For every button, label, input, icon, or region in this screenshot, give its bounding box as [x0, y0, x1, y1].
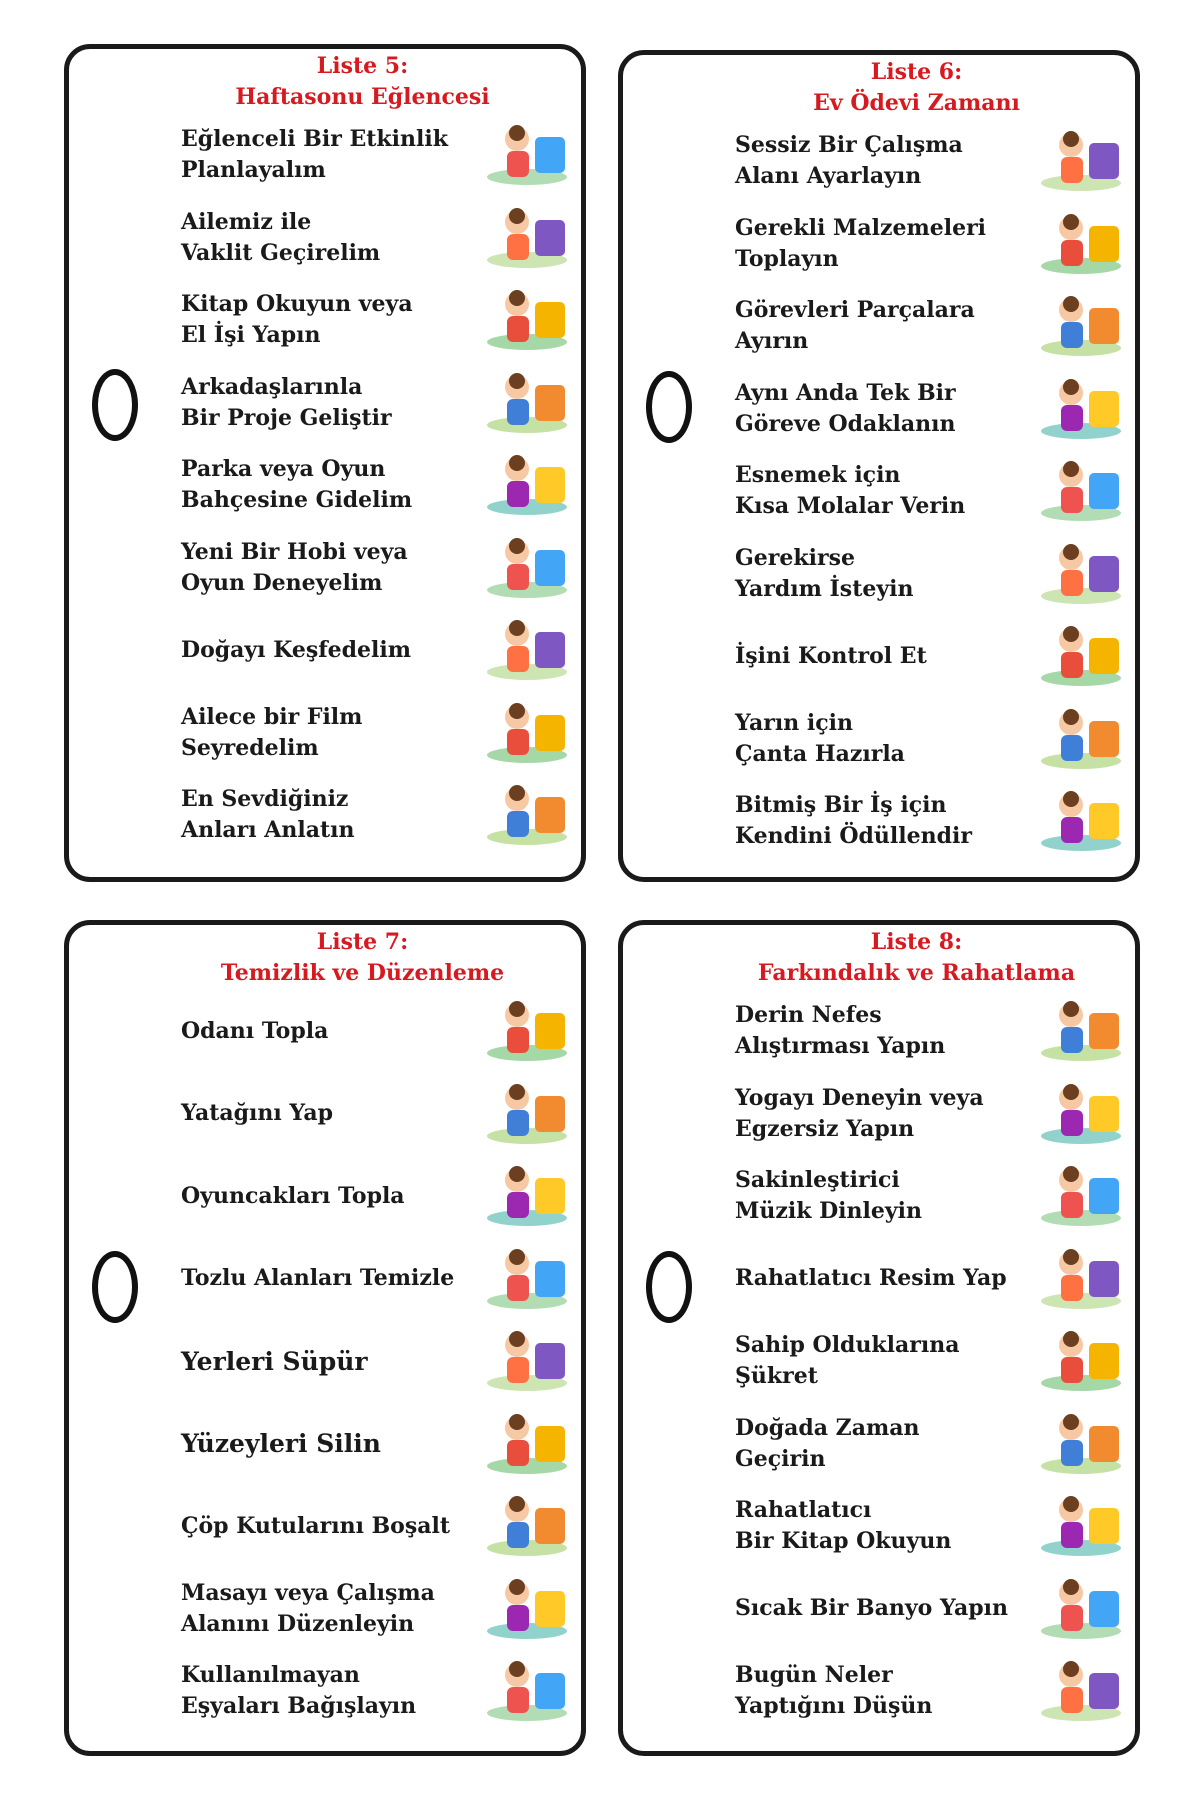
list-item-label: Görevleri Parçalara Ayırın: [735, 297, 975, 354]
list-item-label: Yarın için Çanta Hazırla: [735, 709, 905, 767]
list-item-label: Sakinleştirici Müzik Dinleyin: [735, 1167, 923, 1224]
list-item-label: Derin Nefes Alıştırması Yapın: [735, 1002, 946, 1059]
list-item: [735, 616, 1135, 696]
list-item-label: Çöp Kutularını Boşalt: [181, 1512, 451, 1539]
list-card-7: [64, 920, 586, 1756]
list-item-label: Eğlenceli Bir Etkinlik Planlayalım: [181, 126, 448, 183]
tidy-room-icon: [479, 993, 575, 1065]
park-icon: [479, 447, 575, 519]
list-item: [181, 198, 581, 278]
list-item-label: İşini Kontrol Et: [735, 642, 927, 669]
thinking-boy-icon: [1033, 1653, 1129, 1725]
list-item-label: Parka veya Oyun Bahçesine Gidelim: [181, 456, 413, 513]
binder-ring-hole: [92, 1251, 138, 1323]
list-card-8: [618, 920, 1140, 1756]
list-item: [735, 781, 1135, 861]
list-item: [181, 1156, 581, 1236]
list-item-label: Rahatlatıcı Bir Kitap Okuyun: [735, 1497, 952, 1554]
crafts-icon: [479, 282, 575, 354]
list-item-label: Tozlu Alanları Temizle: [181, 1265, 455, 1291]
list-item-label: Sıcak Bir Banyo Yapın: [735, 1595, 1008, 1621]
list-item-label: Yatağını Yap: [181, 1100, 334, 1126]
list-item-label: Aynı Anda Tek Bir Göreve Odaklanın: [735, 379, 956, 437]
list-item: [181, 1239, 581, 1319]
list-item-label: Bitmiş Bir İş için Kendini Ödüllendir: [735, 792, 972, 849]
donation-box-icon: [479, 1653, 575, 1725]
list-item-label: Odanı Topla: [181, 1017, 329, 1044]
stretching-boy-icon: [1033, 453, 1129, 525]
list-item: [181, 991, 581, 1071]
list-item-label: Sessiz Bir Çalışma Alanı Ayarlayın: [735, 132, 963, 189]
movie-night-icon: [479, 695, 575, 767]
vacuum-icon: [479, 1323, 575, 1395]
list-item-label: Gerekli Malzemeleri Toplayın: [735, 214, 987, 272]
list-item: [735, 991, 1135, 1071]
bath-icon: [1033, 1571, 1129, 1643]
school-supplies-icon: [1033, 206, 1129, 278]
list-item-label: Sahip Olduklarına Şükret: [735, 1332, 960, 1389]
list-item-label: Yerleri Süpür: [181, 1346, 368, 1376]
list-item-label: Arkadaşlarınla Bir Proje Geliştir: [181, 373, 392, 431]
list-item: [181, 1569, 581, 1649]
list-item-label: En Sevdiğiniz Anları Anlatın: [181, 786, 355, 843]
list-item: [735, 1074, 1135, 1154]
list-item-label: Ailece bir Film Seyredelim: [181, 703, 363, 761]
list-item: [735, 121, 1135, 201]
list-item-label: Yeni Bir Hobi veya Oyun Deneyelim: [181, 538, 408, 596]
breathing-girl-icon: [1033, 993, 1129, 1065]
reading-boy-icon: [1033, 1488, 1129, 1560]
desk-icon: [479, 1571, 575, 1643]
list-item-label: Yogayı Deneyin veya Egzersiz Yapın: [735, 1084, 984, 1142]
list-item: [735, 1321, 1135, 1401]
list-item: [181, 610, 581, 690]
study-desk-icon: [1033, 123, 1129, 195]
list-item: [181, 1486, 581, 1566]
list-item: [181, 528, 581, 608]
skateboard-boy-icon: [479, 530, 575, 602]
list-item-label: Doğada Zaman Geçirin: [735, 1414, 920, 1472]
card-title: Liste 8: Farkındalık ve Rahatlama: [757, 929, 1076, 986]
list-item: [735, 1239, 1135, 1319]
list-item: [735, 369, 1135, 449]
binder-ring-hole: [92, 369, 138, 441]
talking-girl-icon: [479, 777, 575, 849]
list-item-label: Ailemiz ile Vaklit Geçirelim: [181, 208, 381, 266]
list-item: [735, 204, 1135, 284]
list-item-label: Oyuncakları Topla: [181, 1182, 405, 1209]
list-item: [735, 1486, 1135, 1566]
dusting-icon: [479, 1241, 575, 1313]
list-item: [735, 1404, 1135, 1484]
list-item: [735, 699, 1135, 779]
puzzle-pieces-icon: [1033, 288, 1129, 360]
list-item-label: Kitap Okuyun veya El İşi Yapın: [181, 291, 413, 348]
list-item: [181, 280, 581, 360]
yoga-mat-icon: [1033, 1076, 1129, 1148]
list-item: [735, 1569, 1135, 1649]
trash-bin-icon: [479, 1488, 575, 1560]
headphones-girl-icon: [1033, 1158, 1129, 1230]
list-item: [181, 363, 581, 443]
list-item: [735, 451, 1135, 531]
list-item: [181, 115, 581, 195]
list-item: [735, 1156, 1135, 1236]
list-item: [735, 1651, 1135, 1731]
list-item-label: Gerekirse Yardım İsteyin: [735, 544, 914, 602]
list-item-label: Rahatlatıcı Resim Yap: [735, 1265, 1007, 1291]
family-sofa-icon: [479, 200, 575, 272]
bed-icon: [479, 1076, 575, 1148]
list-item: [181, 1404, 581, 1484]
list-item: [181, 1651, 581, 1731]
camping-icon: [1033, 1406, 1129, 1478]
paint-palette-icon: [1033, 1241, 1129, 1313]
card-title: Liste 5: Haftasonu Eğlencesi: [235, 53, 490, 110]
list-item-label: Yüzeyleri Silin: [181, 1429, 381, 1458]
list-item-label: Kullanılmayan Eşyaları Bağışlayın: [181, 1662, 417, 1719]
list-item: [181, 693, 581, 773]
list-card-6: [618, 50, 1140, 882]
trophy-kids-icon: [1033, 783, 1129, 855]
binder-ring-hole: [646, 371, 692, 443]
help-teacher-icon: [1033, 536, 1129, 608]
checklist-icon: [1033, 618, 1129, 690]
list-card-5: [64, 44, 586, 882]
list-item: [181, 775, 581, 855]
heart-hands-icon: [1033, 1323, 1129, 1395]
binder-ring-hole: [646, 1251, 692, 1323]
card-title: Liste 7: Temizlik ve Düzenleme: [220, 929, 505, 986]
list-item: [735, 286, 1135, 366]
focused-student-icon: [1033, 371, 1129, 443]
list-item-label: Bugün Neler Yaptığını Düşün: [735, 1662, 933, 1719]
list-item: [181, 1321, 581, 1401]
wiping-girl-icon: [479, 1406, 575, 1478]
backpack-icon: [1033, 701, 1129, 773]
planning-board-icon: [479, 117, 575, 189]
nature-explore-icon: [479, 612, 575, 684]
list-item: [181, 1074, 581, 1154]
list-item-label: Esnemek için Kısa Molalar Verin: [735, 462, 966, 519]
list-item-label: Masayı veya Çalışma Alanını Düzenleyin: [181, 1579, 435, 1637]
card-title: Liste 6: Ev Ödevi Zamanı: [813, 59, 1020, 116]
list-item-label: Doğayı Keşfedelim: [181, 636, 412, 663]
project-building-icon: [479, 365, 575, 437]
toy-box-icon: [479, 1158, 575, 1230]
list-item: [181, 445, 581, 525]
list-item: [735, 534, 1135, 614]
